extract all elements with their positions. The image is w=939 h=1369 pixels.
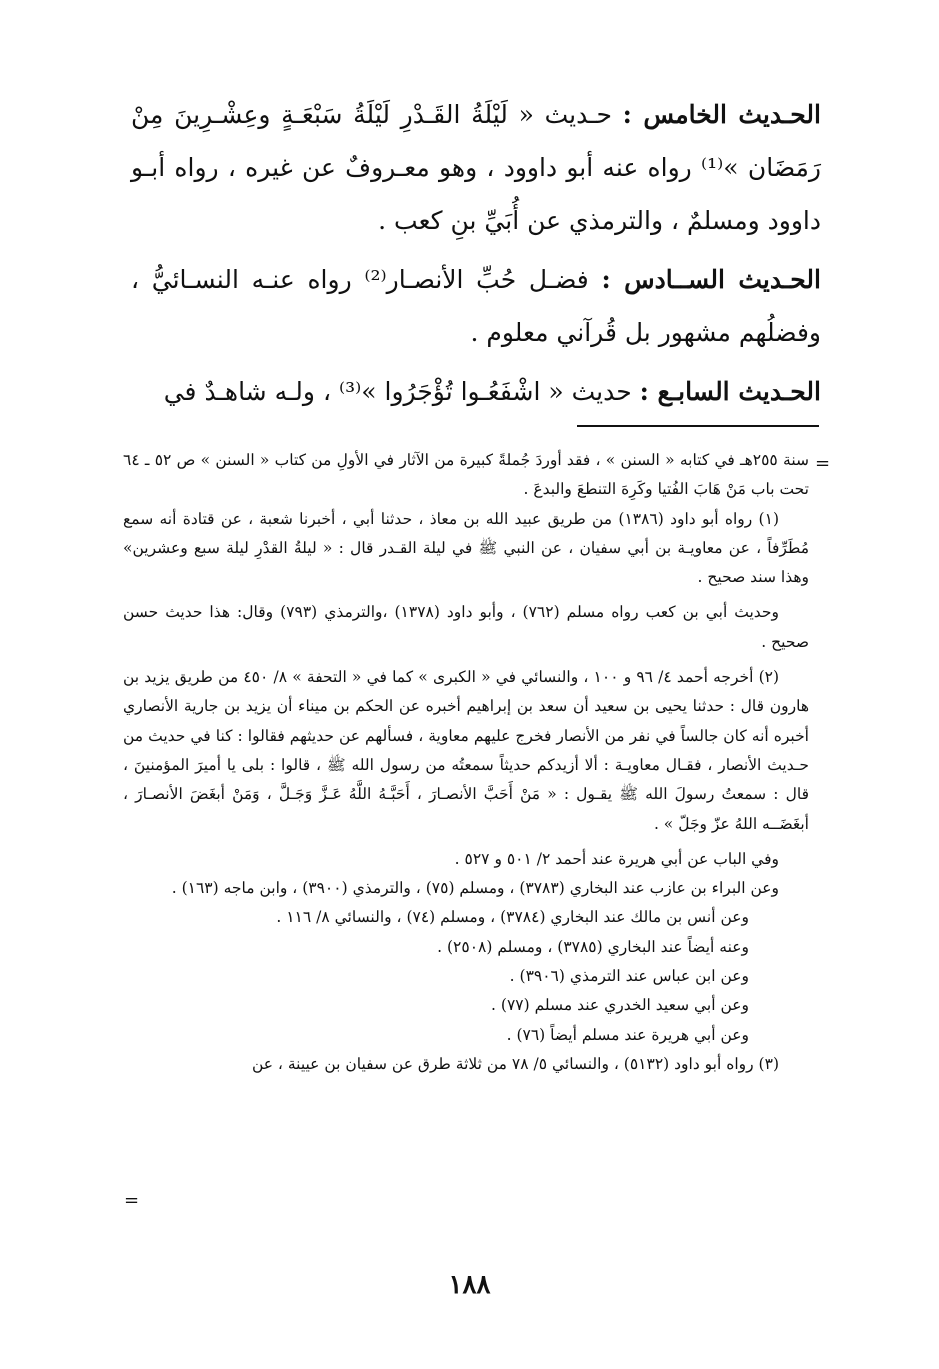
footnotes [123,446,809,1079]
footnote-2-ref-abu-said: وعن أبي سعيد الخدري عند مسلم (٧٧) . [491,996,749,1015]
hadith-5-text: حـديث « لَيْلَةُ القَـدْرِ لَيْلَةُ سَبْعَـةٍ وعِشْـرِينَ مِنْ رَمَضَان »⁽¹⁾ رواه عنه أبو داوود ، وهو معـروفٌ عن غيره ، رواه أبـو داوود ومسلمٌ ، والترمذي عن أُبَيِّ بنِ كعب . [131,100,821,235]
main-text [131,88,821,418]
hadith-5-heading: الحـديث الخامس : [622,100,821,129]
footnote-1: (١) رواه أبو داود (١٣٨٦) من طريق عبيد الله بن معاذ ، حدثنا أبي ، أخبرنا شعبة ، عن قتادة أنه سمع مُطَرِّفاً ، عن معاويـة بن أبي سفيان ، عن النبي ﷺ في ليلة القـدر قال : « ليلةُ القدْرِ ليلة سبع وعشرين» وهذا سند صحيح . [123,509,809,587]
footnote-2-ref-anas: وعن أنس بن مالك عند البخاري (٣٧٨٤) ، ومسلم (٧٤) ، والنسائي ٨/ ١١٦ . [276,908,749,927]
hadith-6-heading: الحـديث الســادس : [601,265,821,294]
footnote-2-ref-ibn-abbas: وعن ابن عباس عند الترمذي (٣٩٠٦) . [509,967,749,986]
footnote-2-ref-anas-2: وعنه أيضاً عند البخاري (٣٧٨٥) ، ومسلم (٢٥٠٨) . [437,937,749,956]
paragraph-hadith-5 [131,88,821,247]
footnote-1-extra: وحديث أبي بن كعب رواه مسلم (٧٦٢) ، وأبو داود (١٣٧٨) ،والترمذي (٧٩٣) وقال: هذا حديث حسن صحيح . [123,603,809,651]
paragraph-hadith-6 [131,253,821,359]
continuation-mark-bottom: = [124,1190,140,1211]
page-number: ١٨٨ [448,1270,491,1300]
footnote-2: (٢) أخرجه أحمد ٤/ ٩٦ و ١٠٠ ، والنسائي في « الكبرى » كما في « التحفة » ٨/ ٤٥٠ من طريق يزيد بن هارون قال : حدثنا يحيى بن سعيد أن سعد بن إبراهيم أخبره عن الحكم بن ميناء أن يزيد بن جارية الأنصاري أخبره أنه كان جالساً في نفر من الأنصار فخرج عليهم معاوية ، فسألهم عن حديثهم فقالوا : كنا في حديث من حـديث الأنصار ، فقـال معاويـة : ألا أزيدكم حديثاً سمعتُه من رسول الله ﷺ ، قالوا : بلى يا أميرَ المؤمنينَ ، قال : سمعتُ رسولَ الله ﷺ يقـول : « مَنْ أَحَبَّ الأنصـارَ ، أَحَبَّـهُ اللَّهُ عَـزَّ وَجَـلَّ ، وَمَنْ أبغَضَ الأنصـارَ ، أبغَضَــه اللهُ عزّ وجَلّ » . [123,668,809,833]
footnote-2-ref-abu-hurayra: وفي الباب عن أبي هريرة عند أحمد ٢/ ٥٠١ و ٥٢٧ . [454,849,779,868]
paragraph-hadith-7 [131,365,821,418]
hadith-7-text: حديث « اشْفَعُـوا تُؤْجَرُوا »⁽³⁾ ، ولـه شاهـدٌ في [163,377,640,406]
hadith-7-heading: الحـديث السابـع : [639,377,821,406]
footnote-separator [577,425,819,427]
footnote-3: (٣) رواه أبو داود (٥١٣٢) ، والنسائي ٥/ ٧٨ من ثلاثة طرق عن سفيان بن عيينة ، عن [251,1054,779,1073]
hadith-6-text: فضـل حُبِّ الأنصـار⁽²⁾ رواه عنـه النسـائيُّ ، وفضلُهم مشهور بل قُرآني معلوم . [131,265,821,347]
footnote-2-ref-abu-hurayra-2: وعن أبي هريرة عند مسلم أيضاً (٧٦) . [506,1025,749,1044]
continuation-mark-top: = [815,453,831,474]
footnote-2-ref-bara: وعن البراء بن عازب عند البخاري (٣٧٨٣) ، ومسلم (٧٥) ، والترمذي (٣٩٠٠) ، وابن ماجه (١٦٣) . [171,879,779,898]
footnote-continued: سنة ٢٥٥هـ في كتابه « السنن » ، فقد أوردَ جُملةً كبيرة من الآثار في الأولِ من كتاب « السنن » ص ٥٢ ـ ٦٤ تحت باب مَنْ هَابَ الفُتيا وكَرِهَ التنطعَ والبدعَ . [123,451,809,499]
